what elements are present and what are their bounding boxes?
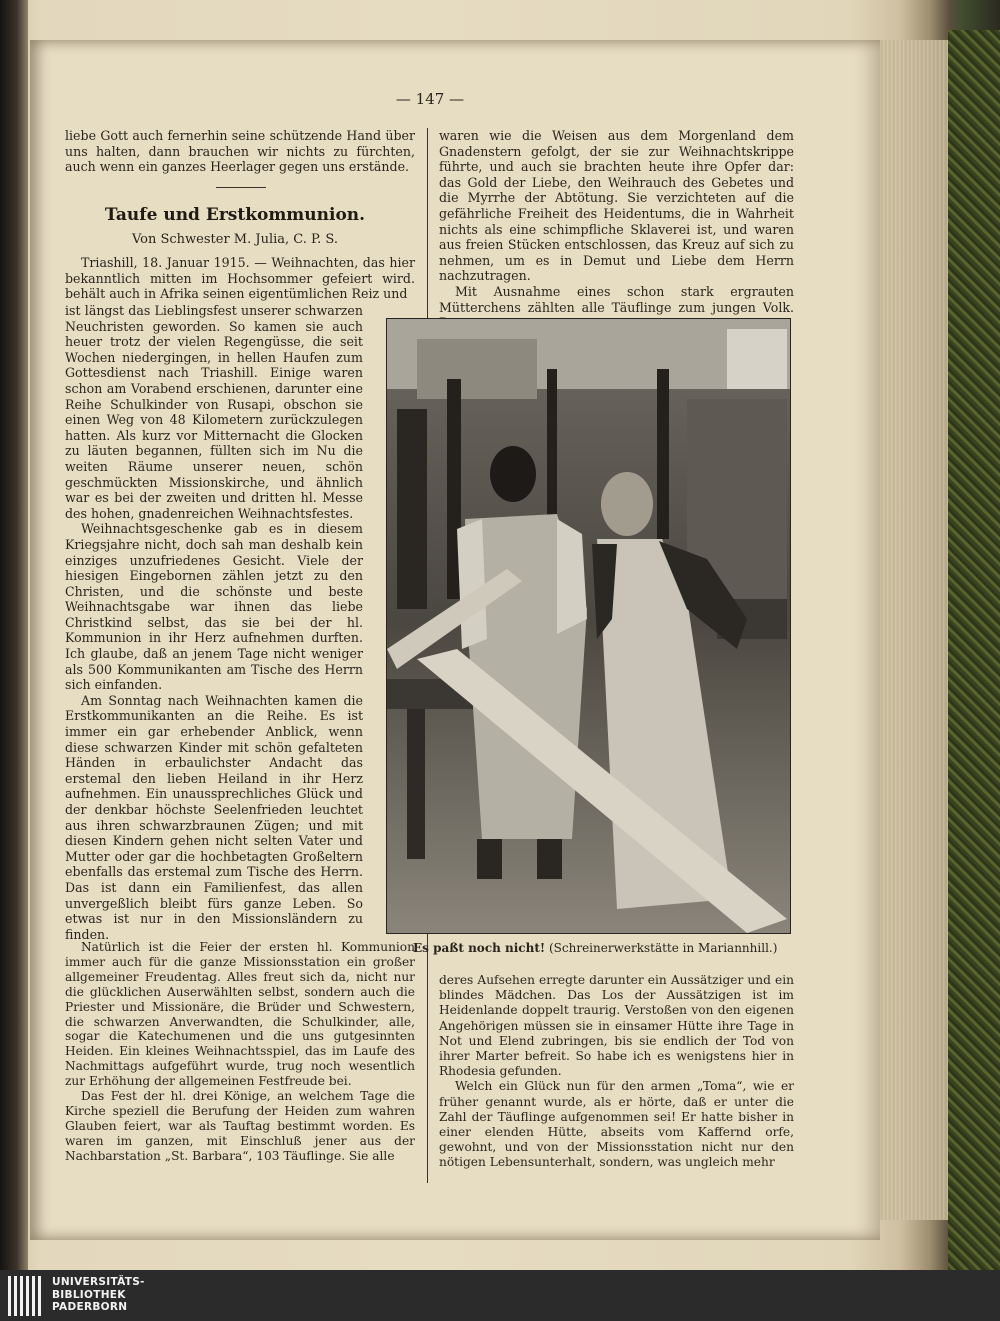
footer-bar	[0, 1270, 1000, 1321]
library-logo-icon	[8, 1276, 46, 1316]
paragraph: waren wie die Weisen aus dem Morgenland dem Gnadenstern gefolgt, der sie zur Weihnachtskrippe führte, und auch sie brachten heute ihre Opfer dar: das Gold der Liebe, den Weihrauch des Gebetes und die Myrrhe der Abtötung. Sie verzichteten auf die gefährliche Freiheit des Heidentums, die in Wahrheit nichts als eine schimpfliche Sklaverei ist, und waren aus freien Stücken entschlossen, das Kreuz auf sich zu nehmen, um es in Demut und Liebe dem Herrn nachzutragen.	[439, 128, 794, 284]
paragraph: Mit Ausnahme eines schon stark ergrauten Mütterchens zählten alle Täuflinge zum jungen Volk.	[439, 283, 794, 315]
library-name-line: UNIVERSITÄTS-	[52, 1276, 145, 1288]
library-name-line: BIBLIOTHEK	[52, 1288, 126, 1301]
photo-caption	[413, 941, 793, 955]
workshop-photograph	[386, 318, 791, 934]
right-column-bottom	[439, 973, 794, 1171]
paragraph: Welch ein Glück nun für den armen „Toma“, wie er früher genannt wurde, als er hörte, daß er unter die Zahl der Täuflinge aufgenommen sei! Er hatte bisher in einer elenden Hütte, abseits vom Kaffernd orfe, gewohnt, und von der Missionsstation nicht nur den nötigen Lebensunterhalt, sondern, was ungleich mehr	[439, 1079, 794, 1170]
right-column-top	[439, 128, 794, 331]
left-column-bottom	[65, 940, 415, 1164]
library-name	[52, 1276, 145, 1314]
photo-illustration	[387, 319, 790, 933]
paragraph: Weihnachtsgeschenke gab es in diesem Kriegsjahre nicht, doch sah man deshalb kein einziges unzufriedenes Gesicht. Viele der hiesigen Eingebornen zählen jetzt zu den Christen, und die schönste und beste Weihnachtsgabe war ihnen das liebe Christkind selbst, das sie bei der hl. Kommunion in ihr Herz aufnehmen durften. Ich glaube, daß an jenem Tage nicht weniger als 500 Kommunikanten am Tische des Herrn sich einfanden.	[65, 521, 363, 693]
paragraph: Natürlich ist die Feier der ersten hl. Kommunion immer auch für die ganze Missionsstation ein großer allgemeiner Freudentag. Alles freut sich da, nicht nur die glücklichen Auserwählten selbst, sondern auch die Priester und Missionäre, die Brüder und Schwestern, die schwarzen Anverwandten, die Schulkinder, alle, sogar die Katechumenen und die uns gutgesinnten Heiden. Ein kleines Weihnachtsspiel, das im Laufe des Nachmittags aufgeführt wurde, trug noch wesentlich zur Erhöhung der allgemeinen Festfreude bei.	[65, 940, 415, 1089]
book-cover-cloth	[948, 30, 1000, 1270]
article-byline: Von Schwester M. Julia, C. P. S.	[131, 232, 339, 247]
paragraph: Das Fest der hl. drei Könige, an welchem Tage die Kirche speziell die Berufung der Heiden zum wahren Glauben feiert, war als Tauftag bestimmt worden. Es waren im ganzen, mit Einschluß jener aus der Nachbarstation „St. Barbara“, 103 Täuflinge. Sie alle	[65, 1089, 415, 1163]
caption-title: Es paßt noch nicht!	[413, 941, 546, 955]
page-number: — 147 —	[395, 90, 465, 108]
caption-text: (Schreinerwerkstätte in Mariannhill.)	[548, 941, 778, 955]
paragraph: liebe Gott auch fernerhin seine schützende Hand über uns halten, dann brauchen wir nichts zu fürchten, auch wenn ein ganzes Heerlager gegen uns erstände.	[65, 128, 415, 175]
paragraph: deres Aufsehen erregte darunter ein Aussätziger und ein blindes Mädchen. Das Los der Aussätzigen ist im Heidenlande doppelt traurig. Verstoßen von den eigenen Angehörigen müssen sie in einsamer Hütte ihre Tage in Not und Elend zubringen, bis sie endlich der Tod von ihrer Marter befreit. So habe ich es wenigstens hier in Rhodesia gefunden.	[439, 973, 794, 1079]
page-edges	[872, 40, 952, 1220]
article-title: Taufe und Erstkommunion.	[104, 205, 366, 225]
library-name-line: PADERBORN	[52, 1301, 128, 1313]
left-column-intro	[65, 255, 415, 302]
left-column-top	[65, 128, 415, 175]
paragraph: ist längst das Lieblingsfest unserer schwarzen Neuchristen geworden. So kamen sie auch heuer trotz der vielen Regengüsse, die seit Wochen niedergingen, in hellen Haufen zum Gottesdienst nach Triashill. Einige waren schon am Vorabend erschienen, darunter eine Reihe Schulkinder von Rusapi, obschon sie einen Weg von 48 Kilometern zurückzulegen hatten. Als kurz vor Mitternacht die Glocken zu läuten begannen, füllten sich im Nu die weiten Räume unserer neuen, schön geschmückten Missionskirche, und ähnlich war es bei der zweiten und dritten hl. Messe des hohen, gnadenreichen Weihnachtsfestes.	[65, 303, 363, 521]
paragraph: Am Sonntag nach Weihnachten kamen die Erstkommunikanten an die Reihe. Es ist immer ein gar erhebender Anblick, wenn diese schwarzen Kinder mit schön gefalteten Händen in erbaulichster Andacht das erstemal den lieben Heiland in ihr Herz aufnehmen. Ein unaussprechliches Glück und der denkbar höchste Seelenfrieden leuchtet aus ihren schwarzbraunen Zügen; und mit diesen Kindern gehen nicht selten Vater und Mutter oder gar die hochbetagten Großeltern ebenfalls das erstemal zum Tische des Herrn. Das ist dann ein Familienfest, das allen unvergeßlich bleibt fürs ganze Leben. So etwas ist nur in den Missionsländern zu finden.	[65, 692, 363, 942]
book-spine	[0, 0, 28, 1270]
paragraph: Triashill, 18. Januar 1915. — Weihnachten, das hier bekanntlich mitten im Hochsommer gefeiert wird. behält auch in Afrika seinen eigentümlichen Reiz und	[65, 255, 415, 302]
left-column-narrow	[65, 303, 363, 942]
section-divider	[216, 187, 266, 188]
